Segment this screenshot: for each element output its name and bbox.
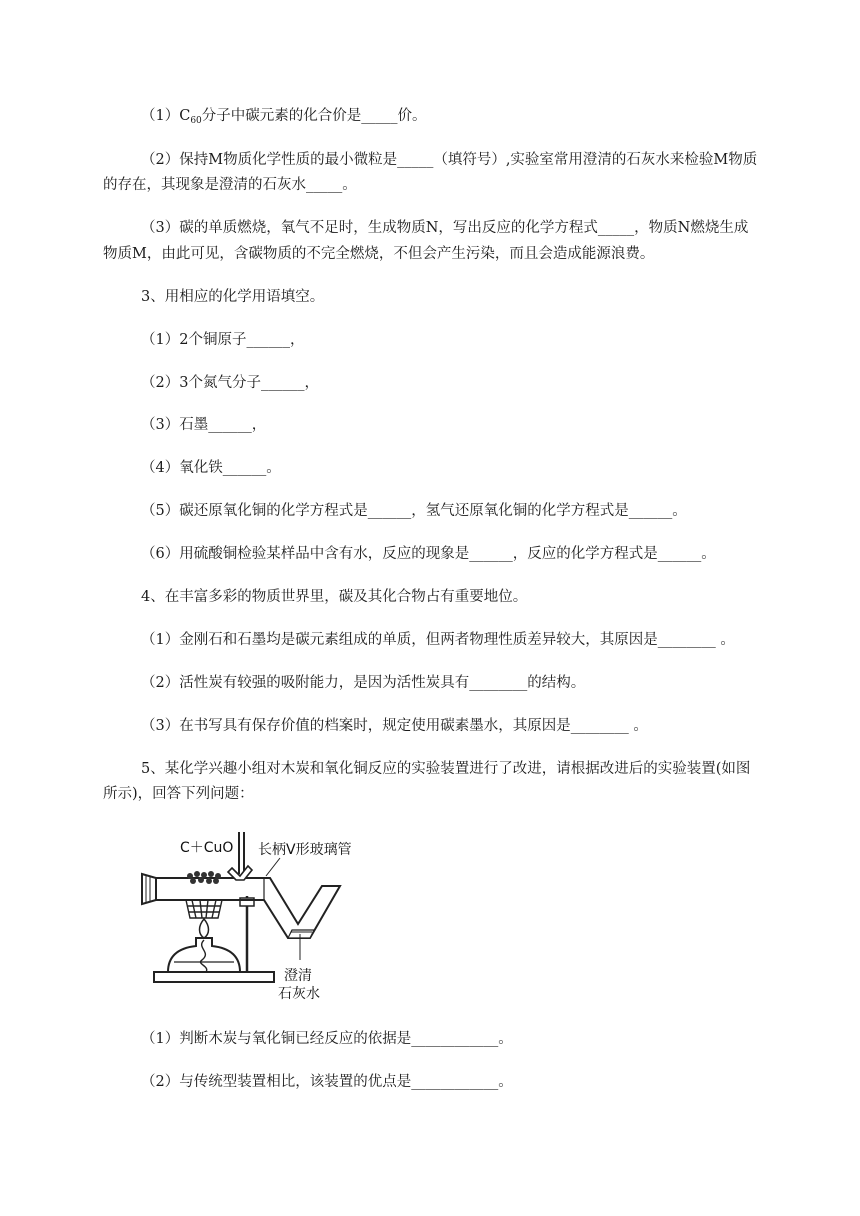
q3-item-4: （4）氧化铁______。 xyxy=(141,460,281,476)
reagent-label: C＋CuO xyxy=(180,840,234,856)
q2-part3-line2: 物质M，由此可见，含碳物质的不完全燃烧，不但会产生污染，而且会造成能源浪费。 xyxy=(103,246,655,262)
q5-stem-line1: 5、某化学兴趣小组对木炭和氧化铜反应的实验装置进行了改进，请根据改进后的实验装置(如图 xyxy=(141,761,751,777)
q2-part2-line1: （2）保持M物质化学性质的最小微粒是_____（填符号）,实验室常用澄清的石灰水来检验M物质 xyxy=(141,152,758,168)
q5-item-1: （1）判断木炭与氧化铜已经反应的依据是____________。 xyxy=(141,1031,513,1047)
tube-leader xyxy=(266,858,280,876)
flame-icon xyxy=(200,919,209,938)
q2-part2-line2: 的存在，其现象是澄清的石灰水_____。 xyxy=(103,177,357,193)
q2-part1-post: 分子中碳元素的化合价是_____价。 xyxy=(201,108,427,124)
q3-item-5: （5）碳还原氧化铜的化学方程式是______，氢气还原氧化铜的化学方程式是______。 xyxy=(141,503,687,519)
q3-item-6: （6）用硫酸铜检验某样品中含有水，反应的现象是______，反应的化学方程式是______。 xyxy=(141,546,716,562)
q4-item-1: （1）金刚石和石墨均是碳元素组成的单质，但两者物理性质差异较大，其原因是________ 。 xyxy=(141,632,735,648)
q2-part1-pre: （1）C xyxy=(141,108,191,124)
tube-stopper xyxy=(142,874,156,904)
limewater-label-1: 澄清 xyxy=(284,968,312,984)
q5-stem-line2: 所示)，回答下列问题： xyxy=(103,786,254,802)
q4-item-2: （2）活性炭有较强的吸附能力，是因为活性炭具有________的结构。 xyxy=(141,675,586,691)
q2-part1 xyxy=(141,106,427,131)
q2-part3-line1: （3）碳的单质燃烧，氧气不足时，生成物质N，写出反应的化学方程式_____，物质N燃烧生成 xyxy=(141,220,749,236)
alcohol-lamp xyxy=(168,938,240,972)
q3-item-1: （1）2个铜原子______， xyxy=(141,332,305,348)
q3-item-3: （3）石墨______， xyxy=(141,417,267,433)
q4-stem: 4、在丰富多彩的物质世界里，碳及其化合物占有重要地位。 xyxy=(141,589,528,605)
apparatus-figure xyxy=(140,826,460,1006)
stand-base xyxy=(154,972,274,982)
c60-subscript: 60 xyxy=(190,116,202,126)
wire-gauze xyxy=(186,900,222,918)
q3-stem: 3、用相应的化学用语填空。 xyxy=(141,289,325,305)
glass-tube xyxy=(150,878,340,938)
q5-item-2: （2）与传统型装置相比，该装置的优点是____________。 xyxy=(141,1074,513,1090)
q4-item-3: （3）在书写具有保存价值的档案时，规定使用碳素墨水，其原因是________ 。 xyxy=(141,718,648,734)
tube-label: 长柄V形玻璃管 xyxy=(258,842,352,858)
q3-item-2: （2）3个氮气分子______， xyxy=(141,375,319,391)
limewater-label-2: 石灰水 xyxy=(278,986,320,1002)
limewater-liquid xyxy=(288,930,314,938)
reagent-pile xyxy=(187,871,221,884)
